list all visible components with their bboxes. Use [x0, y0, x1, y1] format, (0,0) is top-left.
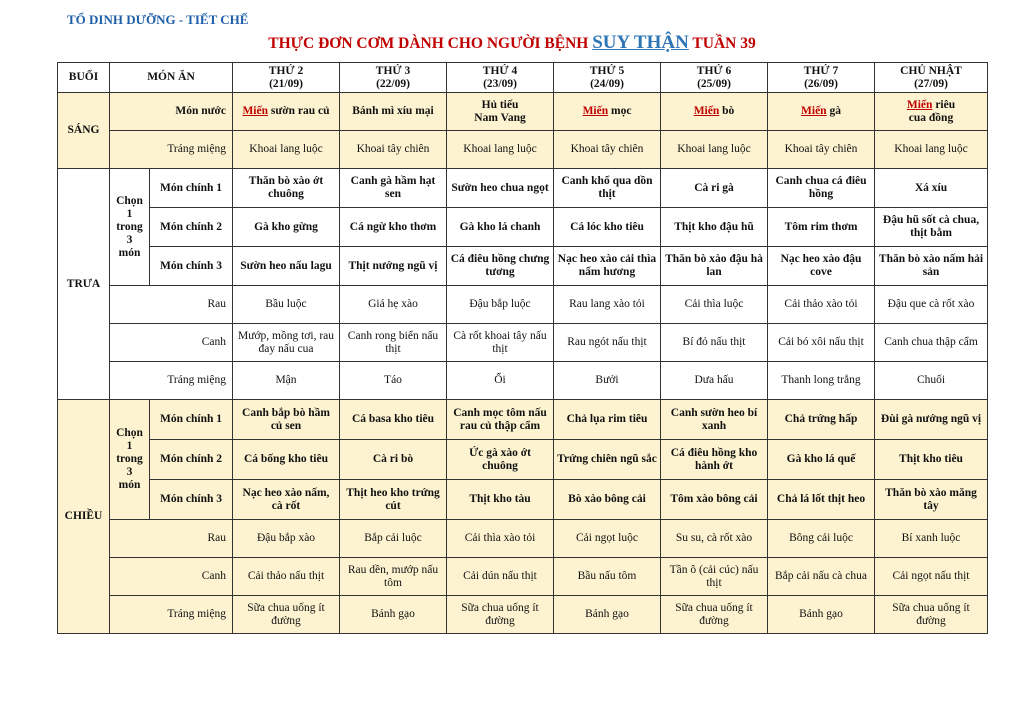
menu-cell: Cá lóc kho tiêu [554, 208, 661, 247]
menu-cell: Bí đỏ nấu thịt [661, 324, 768, 362]
menu-cell: Canh bắp bò hầm củ sen [233, 400, 340, 440]
title-suffix: TUẦN 39 [692, 35, 756, 52]
trua-canh-row [58, 324, 988, 362]
day-date: (25/09) [697, 77, 731, 90]
trua-trang_mieng-row [58, 362, 988, 400]
menu-cell: Bầu luộc [233, 286, 340, 324]
highlight-word: Miến [693, 105, 720, 117]
row-label: Canh [110, 558, 233, 596]
chieu-main-row [58, 480, 988, 520]
row-label: Món chính 3 [150, 247, 233, 286]
menu-cell: Mận [233, 362, 340, 400]
menu-cell: Sườn heo nấu lagu [233, 247, 340, 286]
session-label-trua: TRƯA [58, 169, 110, 400]
title-highlight: SUY THẬN [592, 32, 689, 53]
menu-cell: Chả lụa rim tiêu [554, 400, 661, 440]
menu-cell: Thịt kho đậu hũ [661, 208, 768, 247]
row-label: Tráng miệng [110, 131, 233, 169]
day-name: THỨ 7 [803, 64, 839, 77]
menu-cell: Cà ri gà [661, 169, 768, 208]
menu-cell: Thịt kho tàu [447, 480, 554, 520]
menu-cell: Ổi [447, 362, 554, 400]
menu-cell: Canh sườn heo bí xanh [661, 400, 768, 440]
row-label: Tráng miệng [110, 362, 233, 400]
day-name: THỨ 4 [482, 64, 518, 77]
highlight-word: Miến [906, 98, 933, 111]
sang-trang-mieng-row [58, 131, 988, 169]
trua-rau-row [58, 286, 988, 324]
day-date: (23/09) [483, 77, 517, 90]
menu-cell: Ức gà xào ớt chuông [447, 440, 554, 480]
menu-cell: Thịt nướng ngũ vị [340, 247, 447, 286]
menu-cell [875, 93, 988, 131]
menu-cell [340, 93, 447, 131]
menu-cell: Đậu hũ sốt cà chua, thịt bằm [875, 208, 988, 247]
menu-cell: Gà kho lá quế [768, 440, 875, 480]
row-label: Rau [110, 520, 233, 558]
day-header [447, 63, 554, 93]
menu-cell [554, 93, 661, 131]
day-header [875, 63, 988, 93]
day-date: (26/09) [804, 77, 838, 90]
menu-cell: Bánh gạo [554, 596, 661, 634]
day-name: THỨ 2 [268, 64, 304, 77]
header-row [58, 63, 988, 93]
menu-cell: Tần ô (cải cúc) nấu thịt [661, 558, 768, 596]
menu-cell: Đậu bắp luộc [447, 286, 554, 324]
menu-cell: Khoai lang luộc [661, 131, 768, 169]
menu-cell: Gà kho gừng [233, 208, 340, 247]
menu-cell-text: sườn rau củ [268, 105, 330, 117]
menu-cell: Canh chua thập cẩm [875, 324, 988, 362]
menu-cell: Tôm xào bông cải [661, 480, 768, 520]
day-header [661, 63, 768, 93]
chieu-canh-row [58, 558, 988, 596]
day-date: (27/09) [914, 77, 948, 90]
menu-cell: Bí xanh luộc [875, 520, 988, 558]
menu-cell: Bưởi [554, 362, 661, 400]
row-label: Món nước [110, 93, 233, 131]
menu-cell: Cá basa kho tiêu [340, 400, 447, 440]
choose-one-label: Chọn 1 trong 3 món [110, 400, 150, 520]
menu-cell: Bánh gạo [340, 596, 447, 634]
day-header [554, 63, 661, 93]
menu-cell: Mướp, mồng tơi, rau đay nấu cua [233, 324, 340, 362]
day-date: (22/09) [376, 77, 410, 90]
menu-cell: Chả trứng hấp [768, 400, 875, 440]
menu-cell-text: riêu cua đồng [908, 98, 956, 124]
menu-cell: Khoai lang luộc [875, 131, 988, 169]
menu-cell: Thịt heo kho trứng cút [340, 480, 447, 520]
menu-cell: Cải ngọt luộc [554, 520, 661, 558]
menu-cell [233, 93, 340, 131]
session-header: BUỔI [58, 63, 110, 93]
menu-cell: Cá bống kho tiêu [233, 440, 340, 480]
menu-cell: Canh rong biển nấu thịt [340, 324, 447, 362]
menu-cell [447, 93, 554, 131]
menu-cell: Bánh gạo [768, 596, 875, 634]
menu-cell: Khoai tây chiên [340, 131, 447, 169]
menu-cell: Bầu nấu tôm [554, 558, 661, 596]
menu-cell: Thăn bò xào măng tây [875, 480, 988, 520]
row-label: Canh [110, 324, 233, 362]
menu-cell: Bắp cải nấu cà chua [768, 558, 875, 596]
row-label: Món chính 2 [150, 440, 233, 480]
menu-cell: Cải thảo xào tỏi [768, 286, 875, 324]
chieu-rau-row [58, 520, 988, 558]
menu-cell [661, 93, 768, 131]
day-name: THỨ 5 [589, 64, 625, 77]
day-header [340, 63, 447, 93]
menu-cell-text: mọc [608, 105, 632, 117]
menu-cell: Canh mọc tôm nấu rau củ thập cẩm [447, 400, 554, 440]
menu-cell: Khoai tây chiên [554, 131, 661, 169]
menu-cell: Thăn bò xào ớt chuông [233, 169, 340, 208]
menu-cell: Cải thảo nấu thịt [233, 558, 340, 596]
menu-cell: Su su, cà rốt xào [661, 520, 768, 558]
trua-main-row [58, 169, 988, 208]
menu-cell: Cải bó xôi nấu thịt [768, 324, 875, 362]
menu-cell: Sữa chua uống ít đường [447, 596, 554, 634]
row-label: Món chính 3 [150, 480, 233, 520]
menu-cell: Cà rốt khoai tây nấu thịt [447, 324, 554, 362]
highlight-word: Miến [801, 105, 827, 117]
session-label-sang: SÁNG [58, 93, 110, 169]
session-label-chieu: CHIỀU [58, 400, 110, 634]
menu-cell: Nạc heo xào đậu cove [768, 247, 875, 286]
menu-cell-text: Bánh mì xíu mại [352, 105, 434, 117]
menu-cell: Đậu bắp xào [233, 520, 340, 558]
menu-cell: Gà kho lá chanh [447, 208, 554, 247]
menu-cell: Cà ri bò [340, 440, 447, 480]
menu-cell: Sườn heo chua ngọt [447, 169, 554, 208]
page-title [0, 32, 1024, 54]
menu-cell: Canh chua cá điêu hồng [768, 169, 875, 208]
row-label: Tráng miệng [110, 596, 233, 634]
menu-cell: Bắp cải luộc [340, 520, 447, 558]
menu-cell: Đùi gà nướng ngũ vị [875, 400, 988, 440]
menu-cell: Bò xào bông cải [554, 480, 661, 520]
menu-cell: Khoai lang luộc [233, 131, 340, 169]
sang-mon-nuoc-row [58, 93, 988, 131]
menu-cell: Tôm rim thơm [768, 208, 875, 247]
day-header [768, 63, 875, 93]
menu-cell: Cá ngừ kho thơm [340, 208, 447, 247]
row-label: Món chính 1 [150, 169, 233, 208]
menu-cell: Sữa chua uống ít đường [875, 596, 988, 634]
menu-cell: Chả lá lốt thịt heo [768, 480, 875, 520]
menu-cell: Táo [340, 362, 447, 400]
menu-cell: Sữa chua uống ít đường [233, 596, 340, 634]
menu-cell: Canh gà hầm hạt sen [340, 169, 447, 208]
menu-cell: Thăn bò xào nấm hải sản [875, 247, 988, 286]
menu-cell: Trứng chiên ngũ sắc [554, 440, 661, 480]
menu-cell: Nạc heo xào nấm, cà rốt [233, 480, 340, 520]
dish-header: MÓN ĂN [110, 63, 233, 93]
menu-cell: Cải dún nấu thịt [447, 558, 554, 596]
menu-cell: Cải thìa luộc [661, 286, 768, 324]
menu-cell: Thanh long trắng [768, 362, 875, 400]
row-label: Món chính 2 [150, 208, 233, 247]
day-name: THỨ 3 [375, 64, 411, 77]
menu-cell: Khoai lang luộc [447, 131, 554, 169]
highlight-word: Miến [242, 105, 269, 117]
menu-cell: Rau dền, mướp nấu tôm [340, 558, 447, 596]
day-header [233, 63, 340, 93]
menu-cell: Thăn bò xào đậu hà lan [661, 247, 768, 286]
menu-cell: Giá hẹ xào [340, 286, 447, 324]
day-name: THỨ 6 [696, 64, 732, 77]
menu-cell: Nạc heo xào cải thìa nấm hương [554, 247, 661, 286]
trua-main-row [58, 208, 988, 247]
menu-cell: Bông cải luộc [768, 520, 875, 558]
menu-cell: Đậu que cà rốt xào [875, 286, 988, 324]
choose-one-label: Chọn 1 trong 3 món [110, 169, 150, 286]
chieu-trang_mieng-row [58, 596, 988, 634]
menu-cell-text: gà [826, 105, 841, 117]
day-name: CHỦ NHẬT [900, 64, 962, 77]
menu-cell: Cải ngọt nấu thịt [875, 558, 988, 596]
trua-main-row [58, 247, 988, 286]
menu-cell: Chuối [875, 362, 988, 400]
title-prefix: THỰC ĐƠN CƠM DÀNH CHO NGƯỜI BỆNH [268, 35, 589, 52]
menu-cell: Sữa chua uống ít đường [661, 596, 768, 634]
department-label: TỔ DINH DƯỠNG - TIẾT CHẾ [67, 12, 249, 27]
menu-cell: Rau ngót nấu thịt [554, 324, 661, 362]
menu-cell: Cá điêu hồng chưng tương [447, 247, 554, 286]
highlight-word: Miến [582, 105, 609, 117]
row-label: Rau [110, 286, 233, 324]
menu-cell-text: Hủ tiếu Nam Vang [474, 98, 526, 124]
menu-cell: Cá điêu hồng kho hành ớt [661, 440, 768, 480]
menu-cell: Rau lang xào tỏi [554, 286, 661, 324]
day-date: (21/09) [269, 77, 303, 90]
menu-table-body [58, 63, 988, 634]
menu-cell: Dưa hấu [661, 362, 768, 400]
menu-cell: Khoai tây chiên [768, 131, 875, 169]
menu-cell: Xá xíu [875, 169, 988, 208]
chieu-main-row [58, 400, 988, 440]
row-label: Món chính 1 [150, 400, 233, 440]
menu-cell: Thịt kho tiêu [875, 440, 988, 480]
menu-cell [768, 93, 875, 131]
menu-cell: Cải thìa xào tỏi [447, 520, 554, 558]
menu-cell: Canh khổ qua dồn thịt [554, 169, 661, 208]
chieu-main-row [58, 440, 988, 480]
menu-table [57, 62, 988, 634]
menu-cell-text: bò [719, 105, 735, 117]
day-date: (24/09) [590, 77, 624, 90]
